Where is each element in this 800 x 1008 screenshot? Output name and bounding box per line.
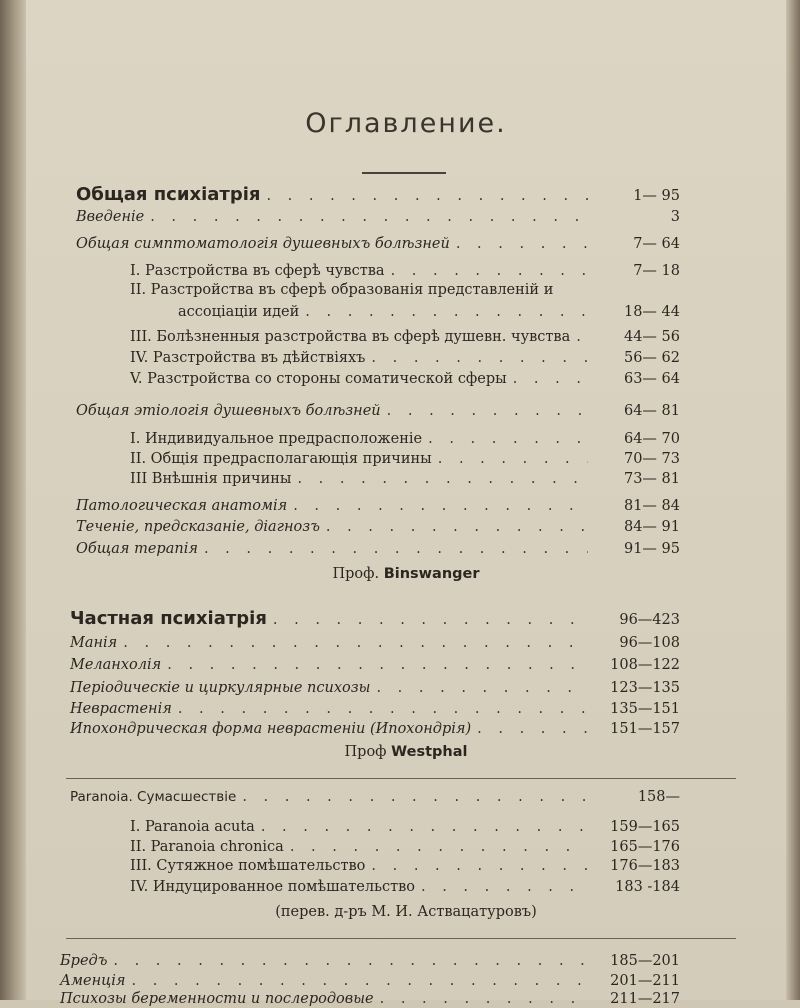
leader-dots — [456, 235, 588, 253]
toc-row — [130, 349, 680, 367]
toc-title: I. Разстройства въ сферѣ чувства — [130, 263, 385, 279]
toc-pages: 7— 64 — [633, 236, 680, 252]
toc-pages: 185—201 — [610, 953, 680, 969]
toc-title: III Внѣшнія причины — [130, 471, 292, 487]
toc-row — [70, 679, 680, 697]
leader-dots — [167, 656, 588, 674]
toc-row — [76, 186, 680, 205]
toc-title-line: II. Разстройства въ сферѣ образованія представленій и — [130, 282, 554, 298]
toc-pages: 44— 56 — [623, 329, 680, 345]
leader-dots — [305, 303, 588, 321]
toc-pages: 159—165 — [610, 819, 680, 835]
toc-title: III. Сутяжное помѣшательство — [130, 858, 366, 874]
heading-rule — [362, 172, 446, 174]
toc-pages: 81— 84 — [623, 498, 680, 514]
credit-prefix: Проф — [344, 744, 387, 760]
toc-pages: 56— 62 — [623, 350, 680, 366]
book-spine-shadow — [0, 0, 26, 1000]
toc-title: V. Разстройства со стороны соматической сферы — [130, 371, 507, 387]
toc-title: ассоціаціи идей — [178, 304, 300, 320]
leader-dots — [421, 878, 588, 896]
leader-dots — [576, 328, 588, 346]
toc-title: Общая психіатрія — [76, 184, 261, 205]
toc-title: Меланхолія — [70, 657, 162, 673]
toc-row — [60, 990, 680, 1008]
toc-row — [60, 972, 680, 990]
toc-title: Общая симптоматологія душевныхъ болѣзней — [76, 236, 450, 252]
toc-title: Бредъ — [60, 953, 108, 969]
leader-dots — [513, 370, 588, 388]
toc-pages: 1— 95 — [633, 188, 680, 204]
leader-dots — [266, 187, 588, 205]
toc-pages: 183 -184 — [615, 879, 680, 895]
credit-author: Binswanger — [383, 566, 480, 582]
toc-title: Манія — [70, 635, 118, 651]
leader-dots — [204, 540, 588, 558]
toc-row — [130, 470, 680, 488]
toc-row — [70, 610, 680, 629]
toc-pages: 96—108 — [619, 635, 680, 651]
toc-row — [130, 262, 680, 280]
toc-title: Общая этіологія душевныхъ болѣзней — [76, 403, 381, 419]
toc-row — [130, 370, 680, 388]
toc-pages: 3 — [670, 209, 680, 225]
toc-pages: 123—135 — [610, 680, 680, 696]
toc-title: Общая терапія — [76, 541, 198, 557]
toc-title: I. Paranoia acuta — [130, 819, 255, 835]
toc-row — [130, 450, 680, 468]
toc-pages: 70— 73 — [623, 451, 680, 467]
credit-westphal — [26, 744, 786, 760]
toc-pages: 108—122 — [610, 657, 680, 673]
toc-row — [130, 838, 680, 856]
toc-row — [70, 720, 680, 738]
toc-title: II. Общія предрасполагающія причины — [130, 451, 432, 467]
credit-binswanger — [26, 566, 786, 582]
toc-pages: 73— 81 — [623, 471, 680, 487]
toc-title: III. Болѣзненныя разстройства въ сферѣ душевн. чувства — [130, 329, 571, 345]
section-divider — [66, 938, 736, 939]
toc-row — [60, 952, 680, 970]
toc-pages: 176—183 — [610, 858, 680, 874]
toc-row — [130, 857, 680, 875]
toc-row — [70, 656, 680, 674]
leader-dots — [273, 611, 588, 629]
toc-row — [130, 430, 680, 448]
toc-title: Періодическіе и циркулярные психозы — [70, 680, 371, 696]
toc-row — [76, 235, 680, 253]
toc-row — [130, 878, 680, 896]
leader-dots — [371, 349, 588, 367]
toc-title: Теченіе, предсказаніе, діагнозъ — [76, 519, 320, 535]
leader-dots — [371, 857, 588, 875]
toc-pages: 18— 44 — [623, 304, 680, 320]
toc-pages: 211—217 — [610, 991, 680, 1007]
section-divider — [66, 778, 736, 779]
toc-title: Частная психіатрія — [70, 608, 267, 629]
toc-title: Ипохондрическая форма неврастеніи (Ипохондрія) — [70, 721, 472, 737]
toc-pages: 135—151 — [610, 701, 680, 717]
toc-title: Патологическая анатомія — [76, 498, 288, 514]
leader-dots — [391, 262, 588, 280]
toc-row — [76, 497, 680, 515]
toc-row — [76, 518, 680, 536]
toc-title: Неврастенія — [70, 701, 172, 717]
toc-title: Paranoia. Сумасшествіе — [70, 789, 237, 805]
toc-title: Введеніе — [76, 209, 145, 225]
leader-dots — [123, 634, 588, 652]
toc-row — [70, 634, 680, 652]
toc-pages: 91— 95 — [623, 541, 680, 557]
toc-title: IV. Индуцированное помѣшательство — [130, 879, 415, 895]
toc-title: Аменція — [60, 973, 126, 989]
toc-row — [76, 402, 680, 420]
toc-title: Психозы беременности и послеродовые — [60, 991, 374, 1007]
leader-dots — [477, 720, 588, 738]
credit-prefix: Проф. — [332, 566, 380, 582]
toc-pages: 165—176 — [610, 839, 680, 855]
toc-pages: 64— 70 — [623, 431, 680, 447]
leader-dots — [261, 818, 588, 836]
toc-row — [130, 818, 680, 836]
toc-pages: 7— 18 — [633, 263, 680, 279]
leader-dots — [297, 470, 588, 488]
page-heading: Оглавление. — [305, 108, 507, 139]
leader-dots — [380, 990, 588, 1008]
book-page — [26, 0, 786, 1007]
toc-row — [70, 788, 680, 806]
toc-pages: 64— 81 — [623, 403, 680, 419]
toc-row — [76, 540, 680, 558]
toc-title: IV. Разстройства въ дѣйствіяхъ — [130, 350, 366, 366]
leader-dots — [178, 700, 588, 718]
toc-pages: 84— 91 — [623, 519, 680, 535]
toc-title: II. Paranoia chronica — [130, 839, 284, 855]
credit-translator: (перев. д-ръ М. И. Аствацатуровъ) — [275, 904, 537, 920]
leader-dots — [290, 838, 588, 856]
leader-dots — [150, 208, 588, 226]
leader-dots — [242, 788, 588, 806]
toc-pages: 158— — [637, 789, 680, 805]
credit-author: Westphal — [391, 744, 468, 760]
leader-dots — [113, 952, 588, 970]
toc-pages: 151—157 — [610, 721, 680, 737]
toc-row — [76, 208, 680, 226]
leader-dots — [132, 972, 589, 990]
toc-pages: 63— 64 — [623, 371, 680, 387]
toc-pages: 201—211 — [610, 973, 680, 989]
toc-row — [178, 303, 680, 321]
leader-dots — [376, 679, 588, 697]
leader-dots — [428, 430, 588, 448]
toc-row — [130, 328, 680, 346]
toc-row — [70, 700, 680, 718]
leader-dots — [293, 497, 588, 515]
toc-pages: 96—423 — [619, 612, 680, 628]
leader-dots — [438, 450, 588, 468]
leader-dots — [387, 402, 588, 420]
leader-dots — [326, 518, 588, 536]
page-edge-shadow — [786, 0, 800, 1000]
toc-title: I. Индивидуальное предрасположеніе — [130, 431, 423, 447]
